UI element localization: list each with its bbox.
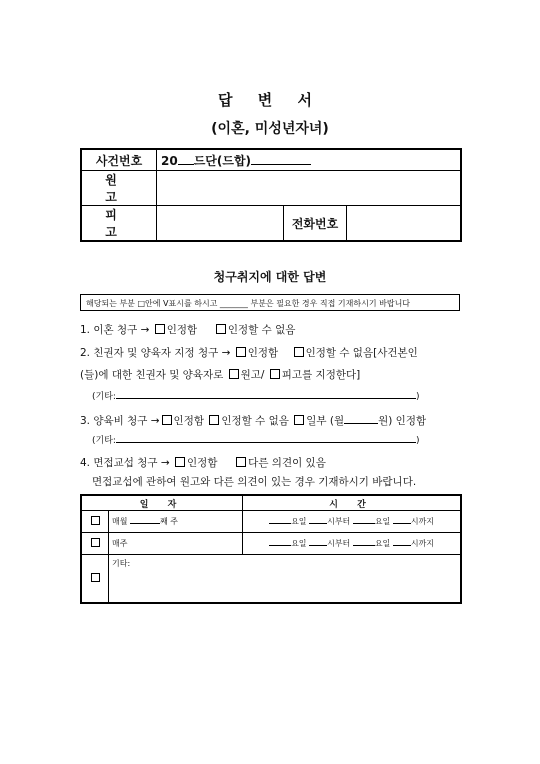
monthly-label: 매월 xyxy=(112,517,128,526)
custody-defendant-label: 피고를 지정한다] xyxy=(281,369,361,381)
row-monthly-date xyxy=(109,511,243,533)
custody-accept-label: 인정함 xyxy=(247,347,279,359)
monthly-hour-from-label: 시부터 xyxy=(327,517,351,526)
monthly-day-to-blank[interactable] xyxy=(353,516,375,524)
row-other-cell xyxy=(81,555,109,603)
monthly-day-from-label: 요일 xyxy=(291,517,307,526)
item-divorce xyxy=(80,322,295,337)
support-other xyxy=(92,433,419,446)
custody-reject-checkbox[interactable] xyxy=(294,347,304,357)
divorce-accept-checkbox[interactable] xyxy=(155,324,165,334)
case-number-blank[interactable] xyxy=(251,152,311,165)
weekly-day-from-label: 요일 xyxy=(291,539,307,548)
case-number-label: 사건번호 xyxy=(81,149,157,171)
visitation-accept-checkbox[interactable] xyxy=(175,457,185,467)
custody-accept-checkbox[interactable] xyxy=(236,347,246,357)
visitation-note: 면접교섭에 관하여 원고와 다른 의견이 있는 경우 기재하시기 바랍니다. xyxy=(92,476,417,488)
monthly-hour-to-label: 시까지 xyxy=(410,517,435,526)
row-weekly-date: 매주 xyxy=(109,533,243,555)
row-weekly-cell xyxy=(81,533,109,555)
defendant-label: 피 고 xyxy=(81,206,157,242)
row-weekly-checkbox[interactable] xyxy=(91,538,100,547)
divorce-label: 1. 이혼 청구 → xyxy=(80,324,150,336)
col-time-header: 시 간 xyxy=(243,495,461,511)
case-type: 드단(드합) xyxy=(193,153,252,168)
section-title: 청구취지에 대한 답변 xyxy=(213,270,327,284)
monthly-week-label: 째 주 xyxy=(160,517,179,526)
weekly-hour-to-label: 시까지 xyxy=(410,539,435,548)
support-accept-label: 인정함 xyxy=(173,415,204,427)
case-number-field[interactable] xyxy=(157,149,462,171)
divorce-reject-checkbox[interactable] xyxy=(216,324,226,334)
weekly-hour-from-label: 시부터 xyxy=(327,539,351,548)
custody-other-blank[interactable] xyxy=(116,389,416,399)
support-amount-blank[interactable] xyxy=(344,411,378,424)
weekly-day-to-label: 요일 xyxy=(374,539,391,548)
document-subtitle: (이혼, 미성년자녀) xyxy=(211,121,329,137)
support-reject-checkbox[interactable] xyxy=(209,415,219,425)
monthly-day-to-label: 요일 xyxy=(374,517,391,526)
other-label: 기타: xyxy=(112,559,131,568)
item-visitation xyxy=(80,455,326,470)
visitation-accept-label: 인정함 xyxy=(187,457,218,469)
custody-other xyxy=(92,389,419,402)
custody-other-label: (기타: xyxy=(92,392,116,402)
col-date-header: 일 자 xyxy=(81,495,243,511)
support-accept-checkbox[interactable] xyxy=(162,415,172,425)
row-monthly-checkbox[interactable] xyxy=(91,516,100,525)
monthly-week-blank[interactable] xyxy=(130,516,160,524)
weekly-day-to-blank[interactable] xyxy=(353,538,375,546)
custody-reject-label: 인정할 수 없음[사건본인 xyxy=(305,347,418,359)
monthly-day-from-blank[interactable] xyxy=(269,516,291,524)
phone-field[interactable] xyxy=(347,206,462,242)
support-other-blank[interactable] xyxy=(116,433,416,443)
document-title: 답 변 서 xyxy=(218,91,322,109)
custody-designation-text: (들)에 대한 친권자 및 양육자로 xyxy=(80,369,224,381)
case-year-blank[interactable] xyxy=(178,152,194,165)
weekly-day-from-blank[interactable] xyxy=(269,538,291,546)
visitation-schedule-table xyxy=(80,494,462,604)
defendant-field[interactable] xyxy=(157,206,284,242)
support-label: 3. 양육비 청구 → xyxy=(80,415,160,427)
weekly-hour-from-blank[interactable] xyxy=(309,538,327,546)
plaintiff-label: 원 고 xyxy=(81,171,157,206)
support-partial-label: 일부 (월 xyxy=(306,415,345,427)
custody-plaintiff-label: 원고/ xyxy=(240,369,265,381)
row-weekly-time xyxy=(243,533,461,555)
case-info-table xyxy=(80,148,462,242)
case-year-prefix: 20 xyxy=(161,153,178,168)
phone-label: 전화번호 xyxy=(284,206,347,242)
monthly-hour-to-blank[interactable] xyxy=(393,516,411,524)
support-other-close: ) xyxy=(415,436,420,446)
item-support xyxy=(80,411,426,428)
custody-label: 2. 친권자 및 양육자 지정 청구 → xyxy=(80,347,231,359)
visitation-other-checkbox[interactable] xyxy=(236,457,246,467)
divorce-reject-label: 인정할 수 없음 xyxy=(227,324,296,336)
custody-other-close: ) xyxy=(415,392,420,402)
visitation-label: 4. 면접교섭 청구 → xyxy=(80,457,170,469)
plaintiff-field[interactable] xyxy=(157,171,462,206)
row-other-field[interactable] xyxy=(109,555,462,603)
weekly-hour-to-blank[interactable] xyxy=(393,538,411,546)
support-partial-checkbox[interactable] xyxy=(294,415,304,425)
support-other-label: (기타: xyxy=(92,436,116,446)
custody-line-2 xyxy=(80,367,360,382)
custody-plaintiff-checkbox[interactable] xyxy=(229,369,239,379)
support-unit-label: 원) 인정함 xyxy=(378,415,427,427)
custody-defendant-checkbox[interactable] xyxy=(270,369,280,379)
divorce-accept-label: 인정함 xyxy=(166,324,198,336)
visitation-other-label: 다른 의견이 있음 xyxy=(248,457,326,469)
row-monthly-cell xyxy=(81,511,109,533)
row-other-checkbox[interactable] xyxy=(91,573,100,582)
monthly-hour-from-blank[interactable] xyxy=(309,516,327,524)
support-reject-label: 인정할 수 없음 xyxy=(221,415,289,427)
instruction-notice: 해당되는 부분 □안에 V표시를 하시고 _______ 부분은 필요한 경우 직접 기재하시기 바랍니다 xyxy=(80,294,460,311)
item-custody xyxy=(80,345,418,360)
row-monthly-time xyxy=(243,511,461,533)
